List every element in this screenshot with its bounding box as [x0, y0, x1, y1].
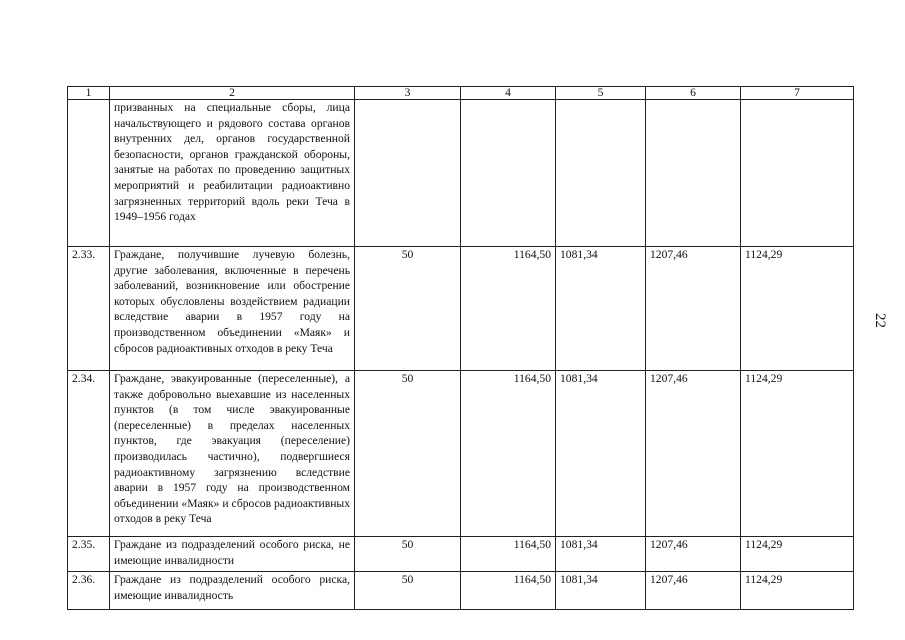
column-header: 2 — [110, 87, 355, 100]
cell-col3: 50 — [355, 572, 461, 610]
cell-col6: 1207,46 — [646, 537, 741, 572]
cell-col5: 1081,34 — [556, 537, 646, 572]
cell-col5: 1081,34 — [556, 247, 646, 371]
table-row — [68, 247, 854, 371]
cell-col5: 1081,34 — [556, 371, 646, 537]
cell-col3 — [355, 100, 461, 247]
cell-col5 — [556, 100, 646, 247]
column-header: 6 — [646, 87, 741, 100]
table-header-row — [68, 87, 854, 100]
page-number: 22 — [872, 313, 888, 328]
row-description: Граждане из подразделений особого риска, имеющие инвалидность — [110, 572, 355, 610]
row-description: Граждане, получившие лучевую болезнь, другие заболевания, включенные в перечень заболеваний, возникновение или обострение которых обусловлены воздействием радиации вследствие аварии в 1957 году на производственном объединении «Маяк» и сбросов радиоактивных отходов в реку Теча — [110, 247, 355, 371]
cell-col6: 1207,46 — [646, 247, 741, 371]
row-number: 2.33. — [68, 247, 110, 371]
cell-col3: 50 — [355, 537, 461, 572]
cell-col5: 1081,34 — [556, 572, 646, 610]
row-description: Граждане из подразделений особого риска, не имеющие инвалидности — [110, 537, 355, 572]
column-header: 3 — [355, 87, 461, 100]
column-header: 1 — [68, 87, 110, 100]
cell-col7: 1124,29 — [741, 537, 854, 572]
table-row — [68, 371, 854, 537]
cell-col3: 50 — [355, 247, 461, 371]
cell-col4: 1164,50 — [461, 537, 556, 572]
cell-col6: 1207,46 — [646, 572, 741, 610]
row-description: призванных на специальные сборы, лица начальствующего и рядового состава органов внутренних дел, органов государственной безопасности, органов гражданской обороны, занятые на работах по проведению защитных мероприятий и реабилитации радиоактивно загрязненных территорий вдоль реки Теча в 1949–1956 годах — [110, 100, 355, 247]
row-description: Граждане, эвакуированные (переселенные), а также добровольно выехавшие из населенных пунктов (в том числе эвакуированные (переселенные) в пределах населенных пунктов, где эвакуация (переселение) производилась частично), подвергшиеся радиоактивному загрязнению вследствие аварии в 1957 году на производственном объединении «Маяк» и сбросов радиоактивных отходов в реку Теча — [110, 371, 355, 537]
cell-col4: 1164,50 — [461, 371, 556, 537]
cell-col7: 1124,29 — [741, 572, 854, 610]
table-row — [68, 100, 854, 247]
table-row — [68, 572, 854, 610]
table-row — [68, 537, 854, 572]
cell-col4: 1164,50 — [461, 247, 556, 371]
row-number: 2.36. — [68, 572, 110, 610]
cell-col4 — [461, 100, 556, 247]
cell-col6 — [646, 100, 741, 247]
cell-col3: 50 — [355, 371, 461, 537]
benefits-table — [67, 86, 854, 610]
column-header: 5 — [556, 87, 646, 100]
cell-col4: 1164,50 — [461, 572, 556, 610]
cell-col7: 1124,29 — [741, 247, 854, 371]
column-header: 7 — [741, 87, 854, 100]
cell-col7: 1124,29 — [741, 371, 854, 537]
row-number: 2.34. — [68, 371, 110, 537]
row-number: 2.35. — [68, 537, 110, 572]
row-number — [68, 100, 110, 247]
column-header: 4 — [461, 87, 556, 100]
cell-col7 — [741, 100, 854, 247]
cell-col6: 1207,46 — [646, 371, 741, 537]
